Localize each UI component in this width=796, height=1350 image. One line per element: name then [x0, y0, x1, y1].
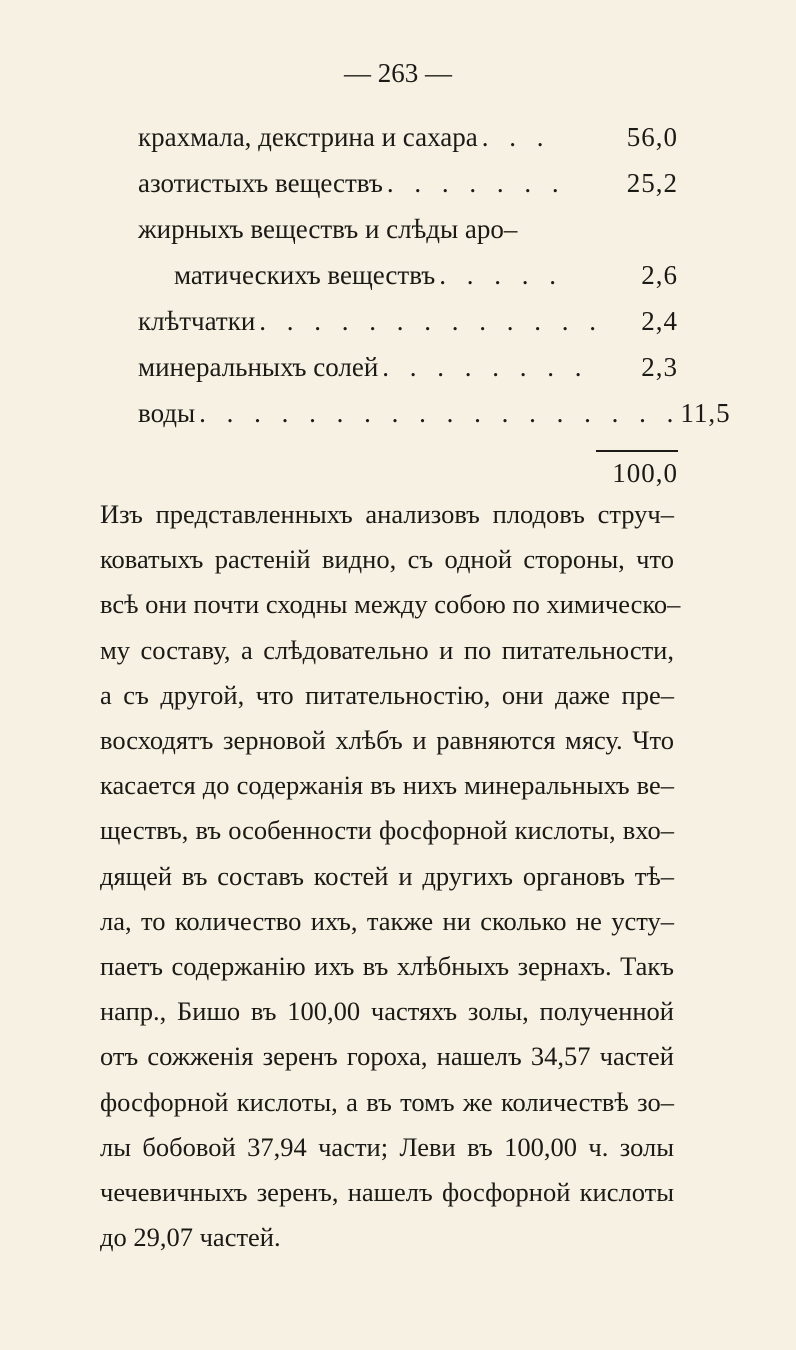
text-line: а съ другой, что питательностію, они даже пре– — [100, 679, 674, 710]
row-label: матическихъ веществъ — [174, 260, 436, 290]
row-value: 2,6 — [641, 260, 678, 290]
leader-dots: . . . . . — [439, 260, 563, 290]
row-label: жирныхъ веществъ и слѣды аро– — [138, 214, 518, 244]
row-value: 2,4 — [641, 306, 678, 336]
row-label: крахмала, декстрина и сахара — [138, 122, 478, 152]
text-line: лы бобовой 37,94 части; Леви въ 100,00 ч. золы — [100, 1131, 674, 1162]
text-line: му составу, а слѣдовательно и по питательности, — [100, 634, 674, 665]
leader-dots: . . . . . . . — [386, 168, 566, 198]
table-row — [138, 398, 731, 444]
leader-dots: . . . . . . . . — [382, 352, 589, 382]
page-number: — 263 — — [344, 58, 452, 88]
leader-dots: . . . . . . . . . . . . . . . . . . — [199, 398, 681, 428]
table-row — [138, 352, 678, 398]
table-row — [138, 168, 678, 214]
row-value: 11,5 — [680, 398, 731, 428]
table-row — [138, 214, 678, 260]
text-line: всѣ они почти сходны между собою по химическо– — [100, 589, 681, 620]
text-line: чечевичныхъ зеренъ, нашелъ фосфорной кислоты — [100, 1177, 674, 1208]
text-line: фосфорной кислоты, а въ томъ же количествѣ зо– — [100, 1086, 674, 1117]
text-line: отъ сожженія зеренъ гороха, нашелъ 34,57 частей — [100, 1041, 674, 1072]
row-label: минеральныхъ солей — [138, 352, 379, 382]
table-row — [138, 306, 678, 352]
text-line: касается до содержанія въ нихъ минеральныхъ ве– — [100, 770, 674, 801]
body-paragraph — [100, 492, 681, 1260]
text-line: напр., Бишо въ 100,00 частяхъ золы, полученной — [100, 996, 674, 1027]
row-label: азотистыхъ веществъ — [138, 168, 383, 198]
row-label: клѣтчатки — [138, 306, 256, 336]
table-row — [138, 260, 678, 306]
text-line: восходятъ зерновой хлѣбъ и равняются мясу. Что — [100, 725, 674, 756]
text-line: ла, то количество ихъ, также ни сколько не усту– — [100, 905, 674, 936]
leader-dots: . . . . . . . . . . . . . — [259, 306, 604, 336]
text-line: коватыхъ растеній видно, съ одной стороны, что — [100, 544, 674, 575]
text-line: до 29,07 частей. — [100, 1222, 281, 1253]
text-line: Изъ представленныхъ анализовъ плодовъ струч– — [100, 499, 674, 529]
table-row — [138, 122, 678, 168]
total-value: 100,0 — [612, 458, 678, 488]
text-line: дящей въ составъ костей и другихъ органовъ тѣ– — [100, 860, 674, 891]
text-line: паетъ содержанію ихъ въ хлѣбныхъ зернахъ. Такъ — [100, 951, 674, 982]
composition-table — [138, 122, 731, 504]
row-label: воды — [138, 398, 196, 428]
leader-dots: . . . — [481, 122, 551, 152]
row-value: 2,3 — [641, 352, 678, 382]
row-value: 25,2 — [626, 168, 678, 198]
text-line: ществъ, въ особенности фосфорной кислоты, вхо– — [100, 815, 674, 846]
row-value: 56,0 — [626, 122, 678, 152]
